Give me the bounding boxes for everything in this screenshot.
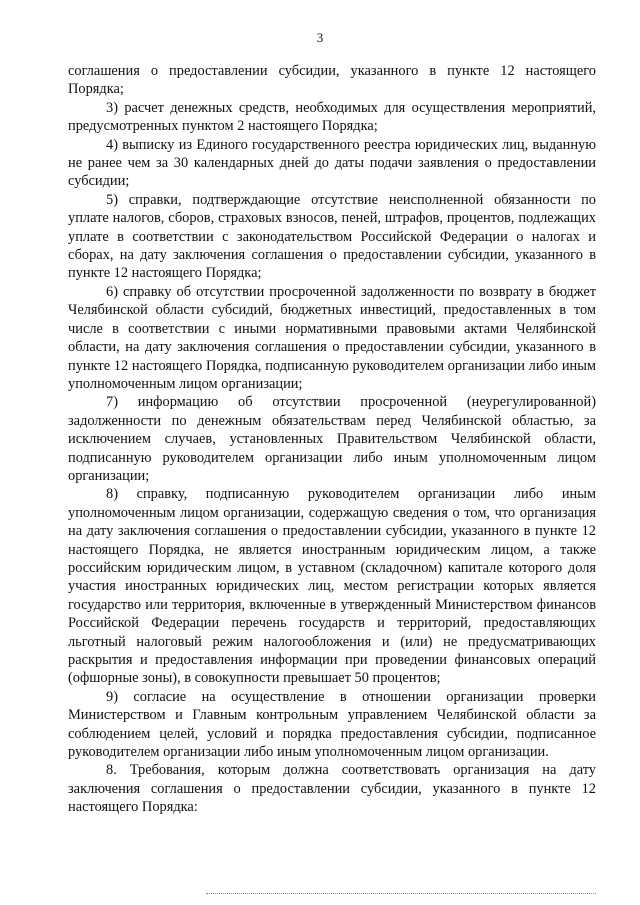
paragraph-item-5: 5) справки, подтверждающие отсутствие неисполненной обязанности по уплате налогов, сборов, страховых взносов, пеней, штрафов, процентов, подлежащих уплате в соответствии с законодательством Российской Федерации о налогах и сборах, на дату заключения соглашения о предоставлении субсидии, указанного в пункте 12 настоящего Порядка;	[68, 191, 596, 282]
paragraph-item-7: 7) информацию об отсутствии просроченной (неурегулированной) задолженности по денежным обязательствам перед Челябинской областью, за исключением случаев, установленных Правительством Челябинской области, подписанную руководителем организации либо иным уполномоченным лицом организации;	[68, 394, 596, 484]
paragraph-item-8: 8) справку, подписанную руководителем организации либо иным уполномоченным лицом организации, содержащую сведения о том, что организация на дату заключения соглашения о предоставлении субсидии, указанного в пункте 12 настоящего Порядка, не является иностранным юридическим лицом, а также российским юридическим лицом, в уставном (складочном) капитале которого доля участия иностранных юридических лиц, местом регистрации которых является государство или территория, включенные в утвержденный Министерством финансов Российской Федерации перечень государств и территорий, предоставляющих льготный налоговый режим налогообложения и (или) не предусматривающих раскрытия и предоставления информации при проведении финансовых операций (офшорные зоны), в совокупности превышает 50 процентов;	[68, 486, 596, 687]
paragraph-item-6: 6) справку об отсутствии просроченной задолженности по возврату в бюджет Челябинской области субсидий, бюджетных инвестиций, предоставленных в том числе в соответствии с иными нормативными правовыми актами Челябинской области, на дату заключения соглашения о предоставлении субсидии, указанного в пункте 12 настоящего Порядка, подписанную руководителем организации либо иным уполномоченным лицом организации;	[68, 283, 596, 392]
paragraph-item-3: 3) расчет денежных средств, необходимых для осуществления мероприятий, предусмотренных пунктом 2 настоящего Порядка;	[68, 99, 596, 135]
paragraph-section-8: 8. Требования, которым должна соответствовать организация на дату заключения соглашения о предоставлении субсидии, указанного в пункте 12 настоящего Порядка:	[68, 762, 596, 816]
page-number: 3	[316, 30, 324, 45]
paragraph-item-9: 9) согласие на осуществление в отношении организации проверки Министерством и Главным контрольным управлением Челябинской области за соблюдением целей, условий и порядка предоставления субсидии, подписанное руководителем организации либо иным уполномоченным лицом организации.	[68, 688, 596, 761]
paragraph-item-4: 4) выписку из Единого государственного реестра юридических лиц, выданную не ранее чем за 30 календарных дней до даты подачи заявления о предоставлении субсидии;	[68, 136, 596, 190]
footer-divider	[206, 893, 596, 894]
paragraph-continuation: соглашения о предоставлении субсидии, указанного в пункте 12 настоящего Порядка;	[68, 63, 596, 98]
document-body	[68, 62, 596, 817]
